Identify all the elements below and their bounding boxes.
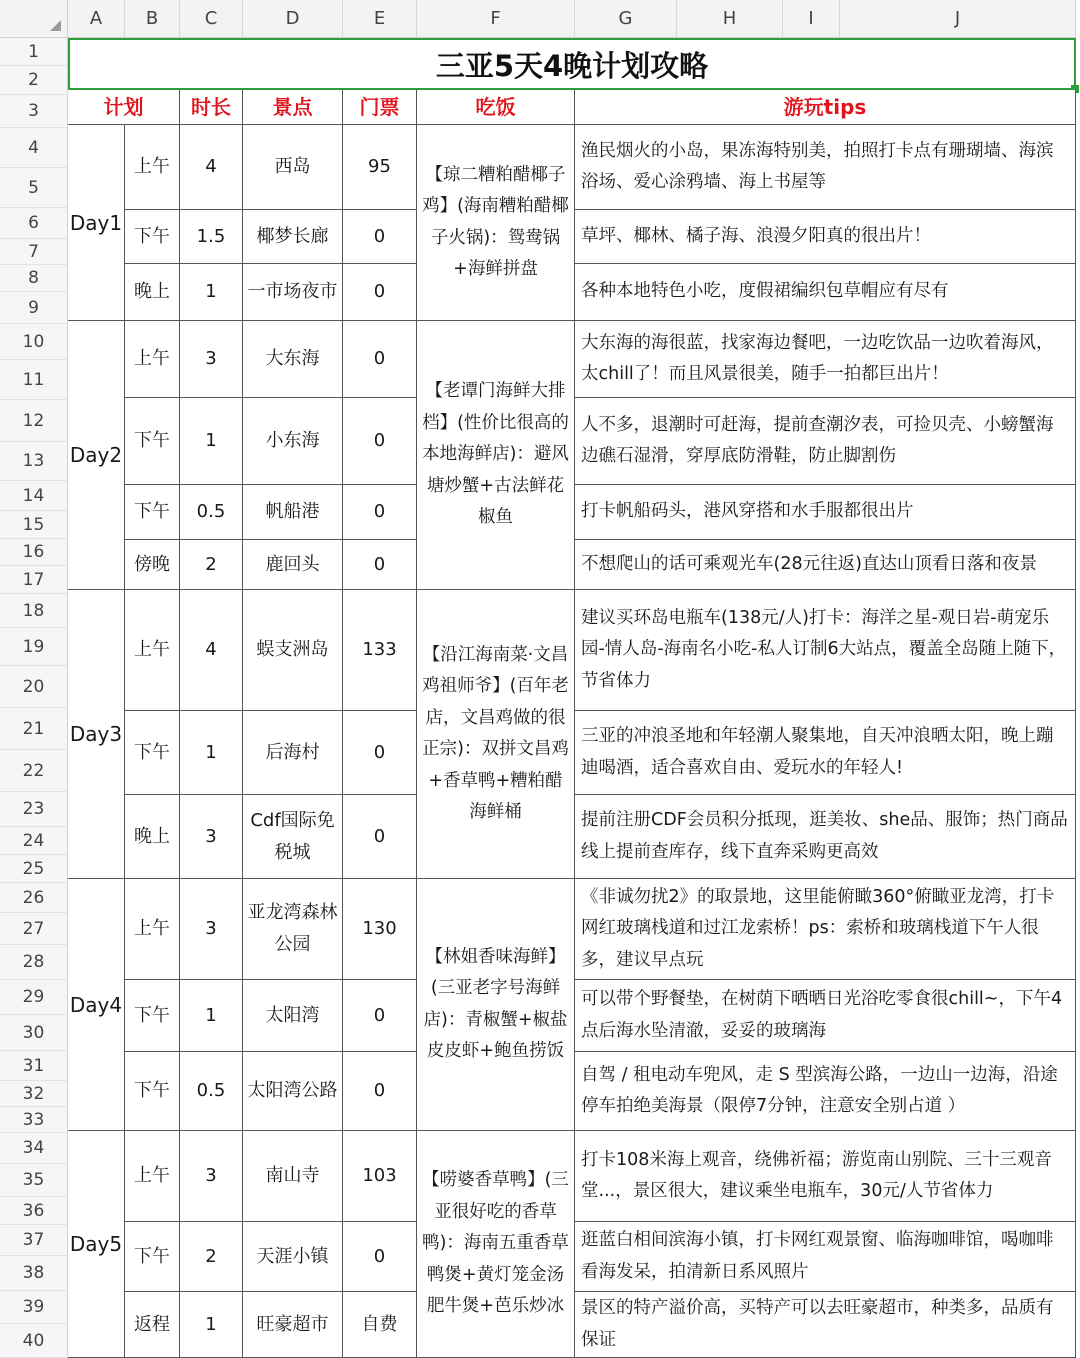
ticket-price[interactable]: 0 bbox=[343, 264, 417, 321]
row-header-24[interactable]: 24 bbox=[0, 827, 68, 855]
food-recommendation[interactable]: 【沿江海南菜·文昌鸡祖师爷】(百年老店，文昌鸡做的很正宗)：双拼文昌鸡+香草鸭+糟粕醋海鲜桶 bbox=[417, 590, 575, 879]
travel-tip[interactable]: 建议买环岛电瓶车(138元/人)打卡：海洋之星-观日岩-萌宠乐园-情人岛-海南名小吃-私人订制6大站点，覆盖全岛随上随下，节省体力 bbox=[575, 590, 1076, 711]
row-header-8[interactable]: 8 bbox=[0, 265, 68, 292]
ticket-price[interactable]: 0 bbox=[343, 210, 417, 264]
column-header-a[interactable]: A bbox=[68, 0, 125, 38]
attraction-name[interactable]: 太阳湾 bbox=[243, 980, 343, 1052]
duration-hours[interactable]: 3 bbox=[180, 795, 243, 879]
header-tips[interactable]: 游玩tips bbox=[575, 90, 1076, 125]
row-header-17[interactable]: 17 bbox=[0, 566, 68, 594]
time-of-day[interactable]: 下午 bbox=[125, 485, 180, 540]
time-of-day[interactable]: 下午 bbox=[125, 711, 180, 795]
time-of-day[interactable]: 下午 bbox=[125, 210, 180, 264]
ticket-price[interactable]: 130 bbox=[343, 879, 417, 980]
time-of-day[interactable]: 上午 bbox=[125, 590, 180, 711]
header-duration[interactable]: 时长 bbox=[180, 90, 243, 125]
day-label[interactable]: Day1 bbox=[68, 125, 125, 321]
ticket-price[interactable]: 103 bbox=[343, 1131, 417, 1222]
column-header-b[interactable]: B bbox=[125, 0, 180, 38]
duration-hours[interactable]: 4 bbox=[180, 590, 243, 711]
time-of-day[interactable]: 上午 bbox=[125, 879, 180, 980]
travel-tip[interactable]: 大东海的海很蓝，找家海边餐吧，一边吃饮品一边吹着海风，太chill了！而且风景很美，随手一拍都巨出片！ bbox=[575, 321, 1076, 398]
travel-tip[interactable]: 《非诚勿扰2》的取景地，这里能俯瞰360°俯瞰亚龙湾，打卡网红玻璃栈道和过江龙索桥！ps：索桥和玻璃栈道下午人很多，建议早点玩 bbox=[575, 879, 1076, 980]
row-header-9[interactable]: 9 bbox=[0, 292, 68, 324]
row-header-13[interactable]: 13 bbox=[0, 442, 68, 481]
duration-hours[interactable]: 1 bbox=[180, 980, 243, 1052]
ticket-price[interactable]: 0 bbox=[343, 485, 417, 540]
column-header-j[interactable]: J bbox=[840, 0, 1076, 38]
travel-tip[interactable]: 渔民烟火的小岛，果冻海特别美，拍照打卡点有珊瑚墙、海滨浴场、爱心涂鸦墙、海上书屋等 bbox=[575, 125, 1076, 210]
row-header-15[interactable]: 15 bbox=[0, 511, 68, 539]
time-of-day[interactable]: 上午 bbox=[125, 125, 180, 210]
food-recommendation[interactable]: 【老谭门海鲜大排档】(性价比很高的本地海鲜店)：避风塘炒蟹+古法鲜花椒鱼 bbox=[417, 321, 575, 590]
time-of-day[interactable]: 下午 bbox=[125, 1222, 180, 1292]
row-header-11[interactable]: 11 bbox=[0, 360, 68, 400]
row-header-20[interactable]: 20 bbox=[0, 666, 68, 708]
attraction-name[interactable]: 鹿回头 bbox=[243, 540, 343, 590]
row-header-4[interactable]: 4 bbox=[0, 128, 68, 168]
day-label[interactable]: Day3 bbox=[68, 590, 125, 879]
time-of-day[interactable]: 晚上 bbox=[125, 795, 180, 879]
row-header-5[interactable]: 5 bbox=[0, 168, 68, 208]
duration-hours[interactable]: 3 bbox=[180, 879, 243, 980]
column-header-f[interactable]: F bbox=[417, 0, 575, 38]
ticket-price[interactable]: 133 bbox=[343, 590, 417, 711]
time-of-day[interactable]: 下午 bbox=[125, 398, 180, 485]
row-header-21[interactable]: 21 bbox=[0, 708, 68, 750]
duration-hours[interactable]: 2 bbox=[180, 540, 243, 590]
row-header-40[interactable]: 40 bbox=[0, 1324, 68, 1358]
row-header-7[interactable]: 7 bbox=[0, 239, 68, 265]
row-header-3[interactable]: 3 bbox=[0, 95, 68, 128]
ticket-price[interactable]: 0 bbox=[343, 540, 417, 590]
header-plan[interactable]: 计划 bbox=[68, 90, 180, 125]
row-header-29[interactable]: 29 bbox=[0, 980, 68, 1015]
attraction-name[interactable]: 天涯小镇 bbox=[243, 1222, 343, 1292]
row-header-32[interactable]: 32 bbox=[0, 1081, 68, 1107]
travel-tip[interactable]: 景区的特产溢价高，买特产可以去旺豪超市，种类多，品质有保证 bbox=[575, 1292, 1076, 1358]
row-header-16[interactable]: 16 bbox=[0, 539, 68, 566]
travel-tip[interactable]: 草坪、椰林、橘子海、浪漫夕阳真的很出片！ bbox=[575, 210, 1076, 264]
time-of-day[interactable]: 上午 bbox=[125, 321, 180, 398]
duration-hours[interactable]: 1 bbox=[180, 264, 243, 321]
travel-tip[interactable]: 提前注册CDF会员积分抵现，逛美妆、she品、服饰；热门商品线上提前查库存，线下直奔采购更高效 bbox=[575, 795, 1076, 879]
ticket-price[interactable]: 0 bbox=[343, 711, 417, 795]
travel-tip[interactable]: 各种本地特色小吃，度假裙编织包草帽应有尽有 bbox=[575, 264, 1076, 321]
row-header-1[interactable]: 1 bbox=[0, 38, 68, 66]
row-header-25[interactable]: 25 bbox=[0, 855, 68, 883]
attraction-name[interactable]: 后海村 bbox=[243, 711, 343, 795]
travel-tip[interactable]: 不想爬山的话可乘观光车(28元往返)直达山顶看日落和夜景 bbox=[575, 540, 1076, 590]
row-header-18[interactable]: 18 bbox=[0, 594, 68, 628]
travel-tip[interactable]: 可以带个野餐垫，在树荫下晒晒日光浴吃零食很chill~，下午4点后海水坠清澈，妥妥的玻璃海 bbox=[575, 980, 1076, 1052]
row-header-10[interactable]: 10 bbox=[0, 324, 68, 360]
duration-hours[interactable]: 3 bbox=[180, 321, 243, 398]
time-of-day[interactable]: 返程 bbox=[125, 1292, 180, 1358]
header-ticket[interactable]: 门票 bbox=[343, 90, 417, 125]
row-header-23[interactable]: 23 bbox=[0, 792, 68, 827]
ticket-price[interactable]: 自费 bbox=[343, 1292, 417, 1358]
travel-tip[interactable]: 人不多，退潮时可赶海，提前查潮汐表，可捡贝壳、小螃蟹海边礁石湿滑，穿厚底防滑鞋，防止脚割伤 bbox=[575, 398, 1076, 485]
duration-hours[interactable]: 0.5 bbox=[180, 1052, 243, 1131]
ticket-price[interactable]: 0 bbox=[343, 1222, 417, 1292]
travel-tip[interactable]: 打卡108米海上观音，绕佛祈福；游览南山别院、三十三观音堂...，景区很大，建议乘坐电瓶车，30元/人节省体力 bbox=[575, 1131, 1076, 1222]
row-header-35[interactable]: 35 bbox=[0, 1164, 68, 1197]
ticket-price[interactable]: 0 bbox=[343, 1052, 417, 1131]
row-header-30[interactable]: 30 bbox=[0, 1015, 68, 1051]
travel-tip[interactable]: 自驾 / 租电动车兜风，走 S 型滨海公路，一边山一边海，沿途停车拍绝美海景（限停7分钟，注意安全别占道 ） bbox=[575, 1052, 1076, 1131]
attraction-name[interactable]: 太阳湾公路 bbox=[243, 1052, 343, 1131]
attraction-name[interactable]: 大东海 bbox=[243, 321, 343, 398]
attraction-name[interactable]: 亚龙湾森林公园 bbox=[243, 879, 343, 980]
row-header-26[interactable]: 26 bbox=[0, 883, 68, 913]
attraction-name[interactable]: 椰梦长廊 bbox=[243, 210, 343, 264]
ticket-price[interactable]: 95 bbox=[343, 125, 417, 210]
duration-hours[interactable]: 1 bbox=[180, 1292, 243, 1358]
header-spot[interactable]: 景点 bbox=[243, 90, 343, 125]
time-of-day[interactable]: 傍晚 bbox=[125, 540, 180, 590]
row-header-12[interactable]: 12 bbox=[0, 400, 68, 442]
attraction-name[interactable]: 西岛 bbox=[243, 125, 343, 210]
column-header-h[interactable]: H bbox=[677, 0, 783, 38]
column-header-g[interactable]: G bbox=[575, 0, 677, 38]
row-header-19[interactable]: 19 bbox=[0, 628, 68, 666]
travel-tip[interactable]: 三亚的冲浪圣地和年轻潮人聚集地，自天冲浪晒太阳，晚上蹦迪喝酒，适合喜欢自由、爱玩水的年轻人! bbox=[575, 711, 1076, 795]
row-header-37[interactable]: 37 bbox=[0, 1225, 68, 1256]
attraction-name[interactable]: 蜈支洲岛 bbox=[243, 590, 343, 711]
time-of-day[interactable]: 上午 bbox=[125, 1131, 180, 1222]
duration-hours[interactable]: 2 bbox=[180, 1222, 243, 1292]
duration-hours[interactable]: 0.5 bbox=[180, 485, 243, 540]
row-header-33[interactable]: 33 bbox=[0, 1107, 68, 1133]
attraction-name[interactable]: 南山寺 bbox=[243, 1131, 343, 1222]
duration-hours[interactable]: 1.5 bbox=[180, 210, 243, 264]
attraction-name[interactable]: 旺豪超市 bbox=[243, 1292, 343, 1358]
travel-tip[interactable]: 逛蓝白相间滨海小镇，打卡网红观景窗、临海咖啡馆，喝咖啡看海发呆，拍清新日系风照片 bbox=[575, 1222, 1076, 1292]
day-label[interactable]: Day2 bbox=[68, 321, 125, 590]
column-header-c[interactable]: C bbox=[180, 0, 243, 38]
attraction-name[interactable]: Cdf国际免税城 bbox=[243, 795, 343, 879]
row-header-27[interactable]: 27 bbox=[0, 913, 68, 945]
column-header-i[interactable]: I bbox=[783, 0, 840, 38]
ticket-price[interactable]: 0 bbox=[343, 795, 417, 879]
time-of-day[interactable]: 下午 bbox=[125, 1052, 180, 1131]
row-header-22[interactable]: 22 bbox=[0, 750, 68, 792]
ticket-price[interactable]: 0 bbox=[343, 398, 417, 485]
attraction-name[interactable]: 一市场夜市 bbox=[243, 264, 343, 321]
attraction-name[interactable]: 小东海 bbox=[243, 398, 343, 485]
row-header-38[interactable]: 38 bbox=[0, 1256, 68, 1291]
row-header-36[interactable]: 36 bbox=[0, 1197, 68, 1225]
column-header-d[interactable]: D bbox=[243, 0, 343, 38]
duration-hours[interactable]: 1 bbox=[180, 398, 243, 485]
select-all-corner[interactable] bbox=[0, 0, 68, 38]
row-header-14[interactable]: 14 bbox=[0, 481, 68, 511]
row-header-2[interactable]: 2 bbox=[0, 66, 68, 95]
select-all-icon bbox=[50, 20, 61, 31]
ticket-price[interactable]: 0 bbox=[343, 321, 417, 398]
row-header-6[interactable]: 6 bbox=[0, 208, 68, 239]
duration-hours[interactable]: 3 bbox=[180, 1131, 243, 1222]
time-of-day[interactable]: 下午 bbox=[125, 980, 180, 1052]
attraction-name[interactable]: 帆船港 bbox=[243, 485, 343, 540]
row-header-39[interactable]: 39 bbox=[0, 1291, 68, 1324]
duration-hours[interactable]: 1 bbox=[180, 711, 243, 795]
day-label[interactable]: Day4 bbox=[68, 879, 125, 1131]
ticket-price[interactable]: 0 bbox=[343, 980, 417, 1052]
header-food[interactable]: 吃饭 bbox=[417, 90, 575, 125]
food-recommendation[interactable]: 【琼二糟粕醋椰子鸡】(海南糟粕醋椰子火锅)：鸳鸯锅+海鲜拼盘 bbox=[417, 125, 575, 321]
food-recommendation[interactable]: 【唠婆香草鸭】(三亚很好吃的香草鸭)：海南五重香草鸭煲+黄灯笼金汤肥牛煲+芭乐炒冰 bbox=[417, 1131, 575, 1358]
row-header-34[interactable]: 34 bbox=[0, 1133, 68, 1164]
food-recommendation[interactable]: 【林姐香味海鲜】(三亚老字号海鲜店)：青椒蟹+椒盐皮皮虾+鲍鱼捞饭 bbox=[417, 879, 575, 1131]
duration-hours[interactable]: 4 bbox=[180, 125, 243, 210]
time-of-day[interactable]: 晚上 bbox=[125, 264, 180, 321]
row-header-28[interactable]: 28 bbox=[0, 945, 68, 980]
page-title[interactable]: 三亚5天4晚计划攻略 bbox=[68, 38, 1076, 90]
day-label[interactable]: Day5 bbox=[68, 1131, 125, 1358]
row-header-31[interactable]: 31 bbox=[0, 1051, 68, 1081]
column-header-e[interactable]: E bbox=[343, 0, 417, 38]
travel-tip[interactable]: 打卡帆船码头，港风穿搭和水手服都很出片 bbox=[575, 485, 1076, 540]
